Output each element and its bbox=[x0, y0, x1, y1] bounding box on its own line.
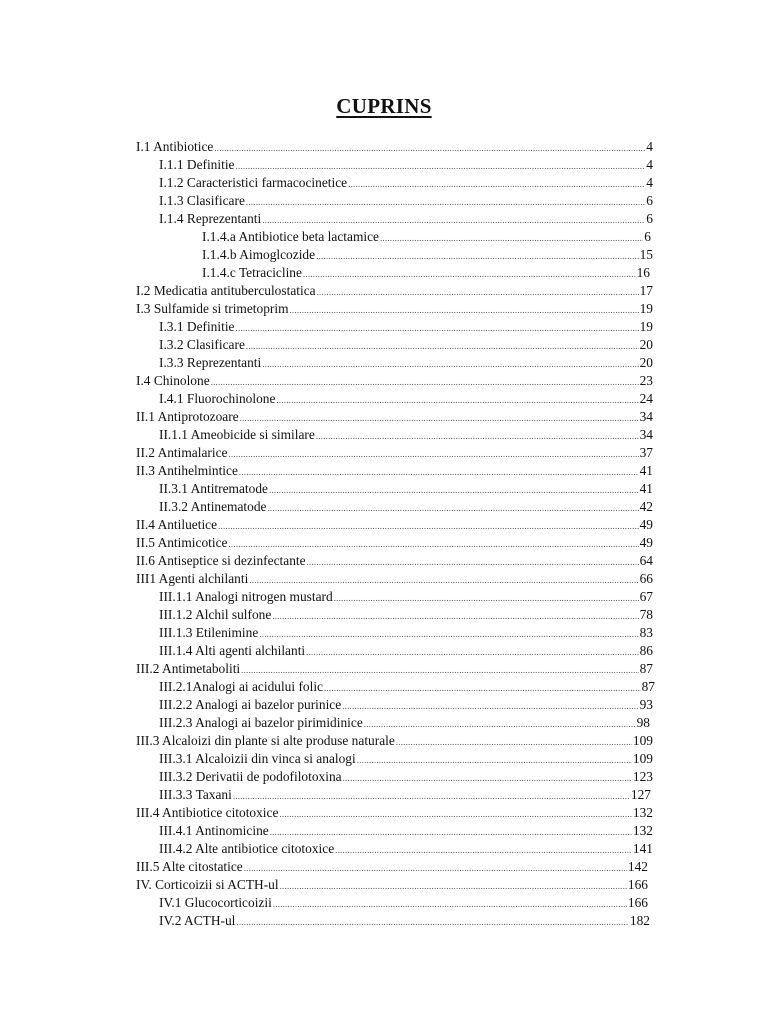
toc-dot-leader bbox=[334, 589, 639, 607]
toc-dot-leader bbox=[348, 175, 645, 193]
toc-entry-label: III1 Agenti alchilanti bbox=[136, 571, 249, 586]
toc-entry-label: III.1.2 Alchil sulfone bbox=[159, 607, 272, 622]
toc-entry-label: I.1.4.b Aimoglcozide bbox=[202, 247, 316, 262]
toc-entry-page-number: 34 bbox=[639, 427, 653, 442]
toc-entry bbox=[0, 768, 653, 786]
toc-entry-page-number: 4 bbox=[646, 175, 653, 190]
toc-entry-label: III.3 Alcaloizi din plante si alte produse naturale bbox=[136, 733, 395, 748]
toc-dot-leader bbox=[272, 607, 638, 625]
toc-dot-leader bbox=[244, 859, 627, 877]
toc-entry-label: III.3.2 Derivatii de podofilotoxina bbox=[159, 769, 342, 784]
toc-dot-leader bbox=[343, 769, 632, 787]
toc-entry bbox=[0, 498, 653, 516]
toc-entry-label: I.2 Medicatia antituberculostatica bbox=[136, 283, 316, 298]
toc-entry-page-number: 16 bbox=[636, 265, 650, 280]
toc-entry bbox=[0, 318, 653, 336]
toc-entry bbox=[0, 390, 653, 408]
toc-entry-page-number: 109 bbox=[632, 733, 653, 748]
toc-entry bbox=[0, 876, 648, 894]
toc-dot-leader bbox=[273, 895, 627, 913]
toc-dot-leader bbox=[262, 355, 638, 373]
toc-entry-page-number: 132 bbox=[632, 823, 653, 838]
toc-entry-label: III.2.1Analogi ai acidului folic bbox=[159, 679, 323, 694]
toc-entry-page-number: 20 bbox=[639, 337, 653, 352]
toc-entry bbox=[0, 642, 653, 660]
toc-entry bbox=[0, 660, 653, 678]
toc-entry-page-number: 6 bbox=[646, 211, 653, 226]
toc-dot-leader bbox=[236, 157, 646, 175]
toc-dot-leader bbox=[357, 751, 632, 769]
toc-dot-leader bbox=[396, 733, 632, 751]
toc-entry-page-number: 19 bbox=[639, 301, 653, 316]
toc-entry bbox=[0, 408, 653, 426]
toc-entry bbox=[0, 912, 650, 930]
toc-dot-leader bbox=[269, 481, 639, 499]
toc-entry bbox=[0, 354, 653, 372]
toc-entry bbox=[0, 462, 653, 480]
toc-dot-leader bbox=[236, 319, 639, 337]
toc-entry-label: III.1.1 Analogi nitrogen mustard bbox=[159, 589, 333, 604]
toc-dot-leader bbox=[228, 445, 638, 463]
toc-entry-page-number: 4 bbox=[646, 157, 653, 172]
toc-dot-leader bbox=[276, 391, 638, 409]
toc-dot-leader bbox=[279, 805, 631, 823]
toc-entry-page-number: 34 bbox=[639, 409, 653, 424]
toc-entry-page-number: 182 bbox=[629, 913, 650, 928]
toc-entry bbox=[0, 534, 653, 552]
toc-dot-leader bbox=[317, 283, 639, 301]
toc-dot-leader bbox=[262, 211, 645, 229]
toc-entry-page-number: 24 bbox=[639, 391, 653, 406]
toc-entry bbox=[0, 696, 653, 714]
toc-entry-label: II.1.1 Ameobicide si similare bbox=[159, 427, 315, 442]
toc-dot-leader bbox=[240, 409, 639, 427]
toc-dot-leader bbox=[364, 715, 636, 733]
toc-entry bbox=[0, 750, 653, 768]
toc-entry-label: IV.1 Glucocorticoizii bbox=[159, 895, 272, 910]
toc-entry-label: I.3.3 Reprezentanti bbox=[159, 355, 262, 370]
toc-dot-leader bbox=[236, 913, 629, 931]
toc-entry-label: II.3.2 Antinematode bbox=[159, 499, 267, 514]
toc-entry bbox=[0, 894, 648, 912]
toc-entry-label: IV.2 ACTH-ul bbox=[159, 913, 236, 928]
toc-dot-leader bbox=[267, 499, 638, 517]
toc-dot-leader bbox=[280, 877, 627, 895]
toc-entry-label: III.3.3 Taxani bbox=[159, 787, 232, 802]
toc-entry-label: II.1 Antiprotozoare bbox=[136, 409, 239, 424]
toc-entry-label: II.3 Antihelmintice bbox=[136, 463, 238, 478]
toc-entry-page-number: 42 bbox=[639, 499, 653, 514]
toc-dot-leader bbox=[306, 643, 638, 661]
toc-entry bbox=[0, 786, 651, 804]
toc-entry-label: III.5 Alte citostatice bbox=[136, 859, 243, 874]
toc-entry bbox=[0, 624, 653, 642]
toc-dot-leader bbox=[380, 229, 643, 247]
toc-entry bbox=[0, 228, 651, 246]
toc-entry bbox=[0, 552, 653, 570]
toc-entry bbox=[0, 732, 653, 750]
toc-entry bbox=[0, 264, 650, 282]
toc-dot-leader bbox=[270, 823, 632, 841]
toc-entry-label: II.3.1 Antitrematode bbox=[159, 481, 268, 496]
toc-entry-label: III.2.3 Analogi ai bazelor pirimidinice bbox=[159, 715, 363, 730]
toc-entry bbox=[0, 174, 653, 192]
toc-entry-page-number: 23 bbox=[639, 373, 653, 388]
toc-entry-page-number: 86 bbox=[639, 643, 653, 658]
toc-entry bbox=[0, 570, 653, 588]
toc-entry-label: III.2 Antimetaboliti bbox=[136, 661, 241, 676]
toc-entry bbox=[0, 516, 653, 534]
toc-entry-label: I.1.4.c Tetracicline bbox=[202, 265, 302, 280]
toc-dot-leader bbox=[316, 247, 639, 265]
toc-dot-leader bbox=[228, 535, 638, 553]
toc-dot-leader bbox=[233, 787, 630, 805]
toc-entry bbox=[0, 588, 653, 606]
toc-entry-page-number: 166 bbox=[627, 895, 648, 910]
toc-dot-leader bbox=[342, 697, 638, 715]
toc-entry-page-number: 41 bbox=[639, 463, 653, 478]
toc-entry-page-number: 98 bbox=[636, 715, 650, 730]
toc-entry-page-number: 64 bbox=[639, 553, 653, 568]
toc-entry-label: III.4.1 Antinomicine bbox=[159, 823, 269, 838]
toc-entry-page-number: 49 bbox=[639, 517, 653, 532]
toc-entry-label: I.1.4.a Antibiotice beta lactamice bbox=[202, 229, 379, 244]
toc-entry bbox=[0, 426, 653, 444]
toc-entry-page-number: 67 bbox=[639, 589, 653, 604]
toc-entry-page-number: 49 bbox=[639, 535, 653, 550]
toc-dot-leader bbox=[218, 517, 639, 535]
toc-entry-page-number: 37 bbox=[639, 445, 653, 460]
toc-entry-page-number: 6 bbox=[644, 229, 651, 244]
toc-entry bbox=[0, 210, 653, 228]
toc-entry-label: I.1.3 Clasificare bbox=[159, 193, 245, 208]
toc-entry-label: II.2 Antimalarice bbox=[136, 445, 228, 460]
toc-entry-page-number: 142 bbox=[627, 859, 648, 874]
toc-entry bbox=[0, 372, 653, 390]
toc-entry bbox=[0, 822, 653, 840]
toc-entry-page-number: 141 bbox=[632, 841, 653, 856]
toc-dot-leader bbox=[239, 463, 639, 481]
toc-entry-page-number: 166 bbox=[627, 877, 648, 892]
toc-entry-page-number: 87 bbox=[639, 661, 653, 676]
toc-entry bbox=[0, 480, 653, 498]
toc-entry-page-number: 83 bbox=[639, 625, 653, 640]
toc-entry-page-number: 17 bbox=[639, 283, 653, 298]
toc-entry-label: III.2.2 Analogi ai bazelor purinice bbox=[159, 697, 342, 712]
toc-entry-page-number: 4 bbox=[646, 139, 653, 154]
toc-entry-label: I.1.4 Reprezentanti bbox=[159, 211, 262, 226]
toc-entry-label: I.3.2 Clasificare bbox=[159, 337, 245, 352]
toc-dot-leader bbox=[249, 571, 638, 589]
toc-entry-label: II.6 Antiseptice si dezinfectante bbox=[136, 553, 306, 568]
toc-entry-label: I.4.1 Fluorochinolone bbox=[159, 391, 276, 406]
toc-entry-page-number: 20 bbox=[639, 355, 653, 370]
toc-entry bbox=[0, 678, 655, 696]
toc-entry bbox=[0, 246, 653, 264]
toc-entry bbox=[0, 840, 653, 858]
toc-entry-label: III.1.3 Etilenimine bbox=[159, 625, 259, 640]
toc-dot-leader bbox=[307, 553, 639, 571]
toc-entry-page-number: 127 bbox=[630, 787, 651, 802]
toc-entry-page-number: 66 bbox=[639, 571, 653, 586]
toc-entry bbox=[0, 858, 648, 876]
toc-entry bbox=[0, 192, 653, 210]
toc-entry-label: III.4.2 Alte antibiotice citotoxice bbox=[159, 841, 335, 856]
toc-entry bbox=[0, 138, 653, 156]
toc-entry bbox=[0, 606, 653, 624]
toc-entry bbox=[0, 300, 653, 318]
toc-entry bbox=[0, 156, 653, 174]
toc-entry-label: IV. Corticoizii si ACTH-ul bbox=[136, 877, 279, 892]
toc-entry-page-number: 93 bbox=[639, 697, 653, 712]
toc-entry-label: I.1 Antibiotice bbox=[136, 139, 214, 154]
toc-entry bbox=[0, 282, 653, 300]
toc-dot-leader bbox=[289, 301, 638, 319]
toc-dot-leader bbox=[214, 139, 645, 157]
toc-dot-leader bbox=[246, 337, 639, 355]
toc-dot-leader bbox=[259, 625, 638, 643]
toc-entry-page-number: 6 bbox=[646, 193, 653, 208]
toc-dot-leader bbox=[241, 661, 638, 679]
toc-dot-leader bbox=[303, 265, 636, 283]
toc-entry-label: II.5 Antimicotice bbox=[136, 535, 228, 550]
toc-entry-page-number: 19 bbox=[639, 319, 653, 334]
toc-entry-label: III.1.4 Alti agenti alchilanti bbox=[159, 643, 306, 658]
toc-entry-page-number: 15 bbox=[639, 247, 653, 262]
toc-dot-leader bbox=[316, 427, 639, 445]
toc-dot-leader bbox=[324, 679, 641, 697]
toc-entry-label: I.4 Chinolone bbox=[136, 373, 210, 388]
toc-entry-page-number: 41 bbox=[639, 481, 653, 496]
toc-entry bbox=[0, 336, 653, 354]
toc-entry-label: I.1.2 Caracteristici farmacocinetice bbox=[159, 175, 348, 190]
toc-entry bbox=[0, 714, 650, 732]
toc-entry-label: I.3.1 Definitie bbox=[159, 319, 235, 334]
toc-entry-label: I.3 Sulfamide si trimetoprim bbox=[136, 301, 289, 316]
toc-entry-page-number: 87 bbox=[641, 679, 655, 694]
page-title: CUPRINS bbox=[336, 94, 432, 118]
toc-entry-label: III.3.1 Alcaloizii din vinca si analogi bbox=[159, 751, 356, 766]
table-of-contents bbox=[0, 138, 768, 930]
toc-entry-label: II.4 Antiluetice bbox=[136, 517, 218, 532]
toc-entry bbox=[0, 444, 653, 462]
toc-dot-leader bbox=[246, 193, 645, 211]
toc-entry-label: I.1.1 Definitie bbox=[159, 157, 235, 172]
toc-entry bbox=[0, 804, 653, 822]
toc-entry-page-number: 132 bbox=[632, 805, 653, 820]
toc-entry-page-number: 78 bbox=[639, 607, 653, 622]
toc-entry-label: III.4 Antibiotice citotoxice bbox=[136, 805, 279, 820]
toc-entry-page-number: 123 bbox=[632, 769, 653, 784]
toc-dot-leader bbox=[335, 841, 632, 859]
toc-entry-page-number: 109 bbox=[632, 751, 653, 766]
toc-dot-leader bbox=[211, 373, 639, 391]
